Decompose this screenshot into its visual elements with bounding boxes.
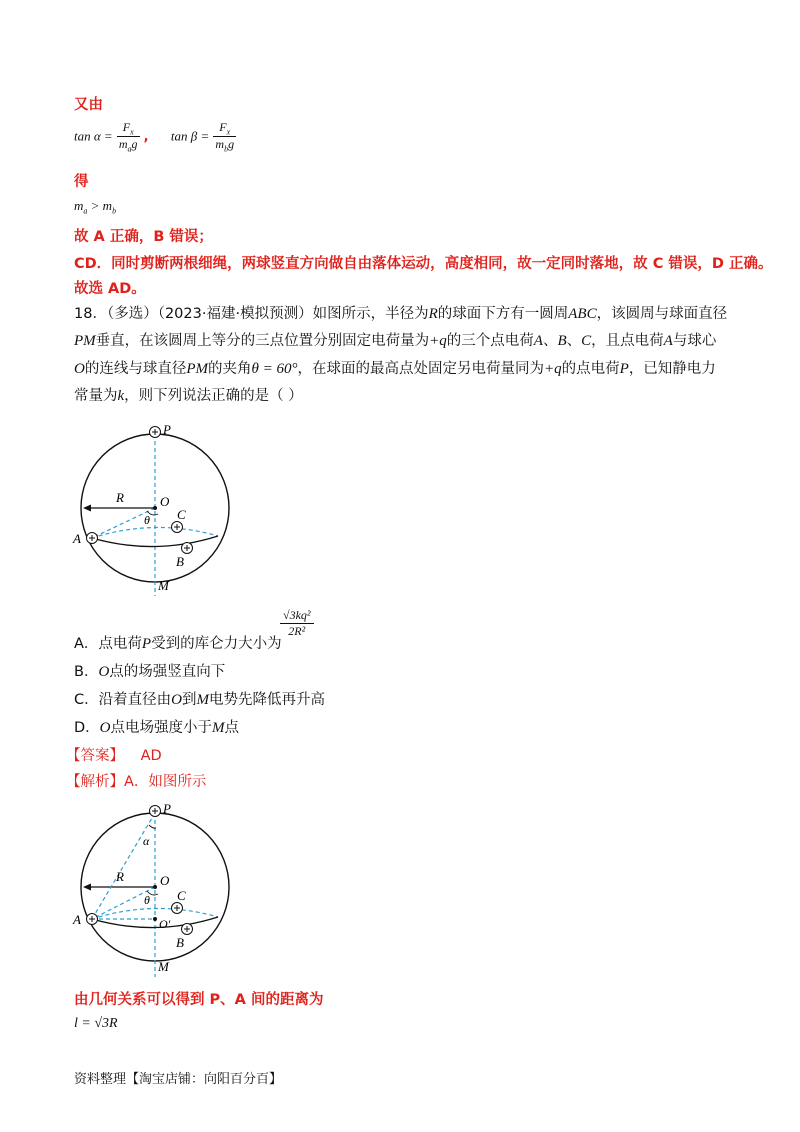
option-A xyxy=(74,632,282,653)
intro-youyou: 又由 xyxy=(74,97,103,113)
intro-de: 得 xyxy=(74,174,89,190)
label-theta-2: θ xyxy=(144,893,150,907)
q2-sep2: 、 xyxy=(566,333,582,349)
q3-text-e: ，已知静电力 xyxy=(628,361,716,377)
q2-q: +q xyxy=(429,333,447,349)
label-theta: θ xyxy=(144,513,150,527)
ab-conclusion: 故 A 正确，B 错误； xyxy=(74,229,213,245)
optA-num: √3kq² xyxy=(280,608,314,624)
q3-O: O xyxy=(74,361,85,377)
q3-q: +q xyxy=(544,361,562,377)
optD-text-c: 点 xyxy=(224,720,240,736)
q3-text-a: 的连线与球直径 xyxy=(84,361,187,377)
q4-text-a: 常量为 xyxy=(74,388,118,404)
charge-B-icon-2 xyxy=(182,924,193,935)
optD-text-b: 点电场强度小于 xyxy=(110,720,213,736)
q3-text-d: 的点电荷 xyxy=(561,361,620,377)
option-B xyxy=(74,660,225,681)
optC-O: O xyxy=(171,692,182,708)
label-B: B xyxy=(176,554,184,569)
label-M-2: M xyxy=(158,959,169,974)
optA-den: 2R² xyxy=(288,624,306,638)
footer-text: 资料整理【淘宝店铺：向阳百分百】 xyxy=(74,1072,283,1087)
optD-O: O xyxy=(99,720,111,736)
ineq-sub-b: b xyxy=(112,206,117,216)
charge-P-icon-2 xyxy=(150,806,161,817)
q3-P: P xyxy=(619,361,629,377)
q2-A2: A xyxy=(663,333,673,349)
q3-text-c: ，在球面的最高点处固定另电荷量同为 xyxy=(297,361,545,377)
distance-formula: l = √3R xyxy=(74,1016,118,1031)
answer-value: AD xyxy=(140,748,162,764)
ineq-m-a: m xyxy=(74,198,84,213)
analysis-text: A．如图所示 xyxy=(124,774,207,790)
q1-R: R xyxy=(428,306,438,322)
question-line-4 xyxy=(74,382,303,410)
q2-text-a: 垂直，在该圆周上等分的三点位置分别固定电荷量为 xyxy=(95,333,430,349)
optA-P: P xyxy=(141,636,152,652)
q2-C: C xyxy=(581,333,592,349)
answer-line xyxy=(66,744,162,765)
cd-conclusion: CD．同时剪断两根细绳，两球竖直方向做自由落体运动，高度相同，故一定同时落地，故 C 错误，D 正确。 xyxy=(74,256,773,272)
q1-ABC: ABC xyxy=(568,306,597,322)
sphere-diagram-1 xyxy=(70,418,270,598)
option-D xyxy=(74,716,239,737)
center-O-dot-2 xyxy=(153,885,157,889)
ineq-gt: > m xyxy=(87,198,113,213)
label-R: R xyxy=(116,490,124,505)
q3-theta: θ = 60° xyxy=(251,361,298,377)
question-line-2 xyxy=(74,327,716,355)
optD-text-a: D． xyxy=(74,720,100,736)
label-A: A xyxy=(73,531,81,546)
q4-text-b: ，则下列说法正确的是（ ） xyxy=(124,388,303,404)
charge-B-icon xyxy=(182,543,193,554)
q2-text-d: 与球心 xyxy=(672,333,717,349)
center-O-dot xyxy=(153,506,157,510)
label-A-2: A xyxy=(73,912,81,927)
optA-text-a: A．点电荷 xyxy=(74,636,142,652)
tan-alpha-num: F xyxy=(122,120,131,134)
optC-M: M xyxy=(196,692,209,708)
q2-PM: PM xyxy=(74,333,96,349)
q1-text-a: 18．（多选）（2023·福建·模拟预测）如图所示，半径为 xyxy=(74,306,429,322)
charge-A-icon xyxy=(87,533,98,544)
formula-comma: , xyxy=(143,129,149,145)
q4-k: k xyxy=(117,388,125,404)
charge-C-icon-2 xyxy=(172,903,183,914)
question-line-1 xyxy=(74,300,727,328)
tan-alpha-fraction xyxy=(117,120,140,154)
distance-text: 由几何关系可以得到 P、A 间的距离为 xyxy=(74,992,324,1008)
tan-alpha-num-sub: x xyxy=(130,127,134,137)
sphere-diagram-2 xyxy=(70,795,270,980)
analysis-line xyxy=(66,770,206,791)
tan-beta-num: F xyxy=(219,120,227,134)
q2-text-b: 的三个点电荷 xyxy=(446,333,534,349)
charge-P-icon xyxy=(150,427,161,438)
optB-O: O xyxy=(98,664,110,680)
radius-arrowhead-2 xyxy=(83,884,91,891)
tan-alpha-formula xyxy=(74,120,236,154)
ineq-sub-a: a xyxy=(83,206,88,216)
final-choice: 故选 AD。 xyxy=(74,281,146,297)
option-C xyxy=(74,688,325,709)
optB-text-a: B． xyxy=(74,664,99,680)
optB-text-b: 点的场强竖直向下 xyxy=(109,664,226,680)
charge-C-icon xyxy=(172,522,183,533)
q2-text-c: ，且点电荷 xyxy=(591,333,664,349)
optC-text-a: C．沿着直径由 xyxy=(74,692,172,708)
tan-beta-den-g: g xyxy=(228,137,235,152)
tan-alpha-den-g: g xyxy=(131,137,138,152)
tan-beta-num-sub: x xyxy=(226,127,231,137)
option-A-fraction xyxy=(280,608,314,639)
center-Oprime-dot xyxy=(153,917,157,921)
q2-sep1: 、 xyxy=(542,333,558,349)
q3-PM: PM xyxy=(186,361,209,377)
label-Oprime: O′ xyxy=(159,917,171,931)
label-C-2: C xyxy=(177,888,186,903)
charge-A-icon-2 xyxy=(87,914,98,925)
tan-beta-lhs: tan β = xyxy=(170,128,210,144)
q1-text-c: ，该圆周与球面直径 xyxy=(596,306,728,322)
q2-B: B xyxy=(557,333,567,349)
label-B-2: B xyxy=(176,935,184,950)
tan-alpha-den-sub: a xyxy=(127,144,132,154)
optC-text-b: 到 xyxy=(181,692,197,708)
optC-text-c: 电势先降低再升高 xyxy=(208,692,325,708)
label-P: P xyxy=(163,422,171,437)
label-alpha: α xyxy=(143,834,150,848)
analysis-label: 【解析】 xyxy=(66,774,124,790)
q3-text-b: 的夹角 xyxy=(208,361,252,377)
optD-M: M xyxy=(212,720,225,736)
q2-A: A xyxy=(533,333,543,349)
label-O: O xyxy=(160,494,170,509)
tan-beta-fraction xyxy=(213,120,236,154)
label-O-2: O xyxy=(160,873,170,888)
tan-alpha-lhs: tan α = xyxy=(74,128,113,144)
question-line-3 xyxy=(74,355,716,383)
optA-text-b: 受到的库仑力大小为 xyxy=(151,636,282,652)
answer-label: 【答案】 xyxy=(66,748,124,764)
mass-inequality xyxy=(74,198,116,216)
tan-alpha-den: m xyxy=(118,137,128,152)
label-M: M xyxy=(158,578,169,593)
tan-beta-den-sub: b xyxy=(224,144,229,154)
label-R-2: R xyxy=(116,869,124,884)
q1-text-b: 的球面下方有一圆周 xyxy=(437,306,569,322)
tan-beta-den: m xyxy=(215,137,225,152)
label-C: C xyxy=(177,507,186,522)
label-P-2: P xyxy=(163,801,171,816)
radius-arrowhead xyxy=(83,505,91,512)
